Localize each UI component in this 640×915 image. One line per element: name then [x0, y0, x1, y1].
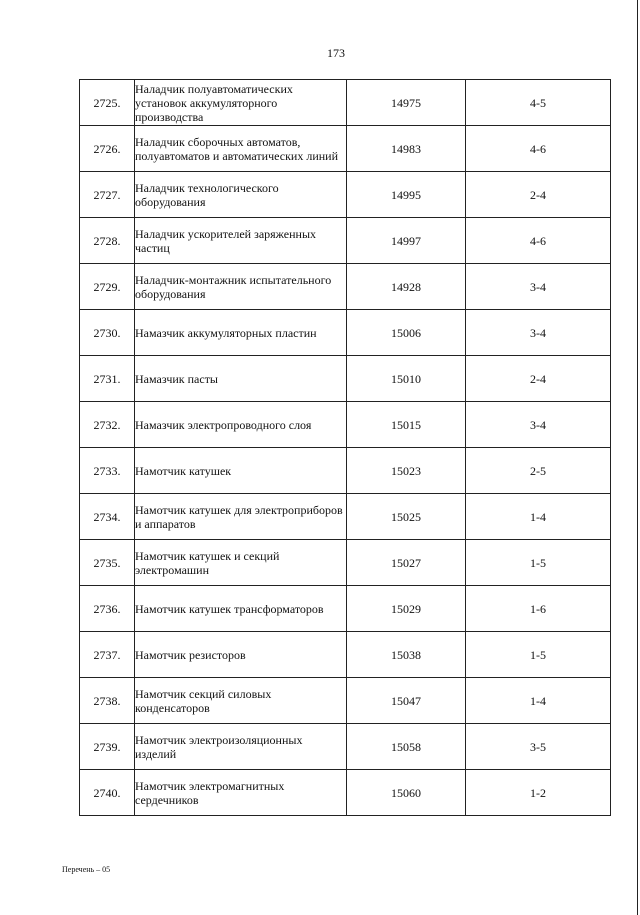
table-row — [80, 402, 611, 448]
row-number-cell: 2739. — [80, 724, 135, 770]
row-number-cell: 2734. — [80, 494, 135, 540]
table-row — [80, 632, 611, 678]
row-number-cell: 2730. — [80, 310, 135, 356]
table-row — [80, 770, 611, 816]
profession-code-cell: 15029 — [347, 586, 466, 632]
table-row — [80, 172, 611, 218]
table-row — [80, 586, 611, 632]
profession-name-cell: Намотчик электроизоляционных изделий — [135, 724, 347, 770]
grade-range-cell: 1-5 — [466, 540, 611, 586]
profession-name-cell: Наладчик ускорителей заряженных частиц — [135, 218, 347, 264]
row-number-cell: 2725. — [80, 80, 135, 126]
table-body — [80, 80, 611, 816]
table-row — [80, 724, 611, 770]
row-number-cell: 2735. — [80, 540, 135, 586]
row-number-cell: 2733. — [80, 448, 135, 494]
grade-range-cell: 1-4 — [466, 494, 611, 540]
grade-range-cell: 4-6 — [466, 218, 611, 264]
table-row — [80, 494, 611, 540]
profession-code-cell: 15010 — [347, 356, 466, 402]
profession-code-cell: 15038 — [347, 632, 466, 678]
row-number-cell: 2726. — [80, 126, 135, 172]
grade-range-cell: 4-5 — [466, 80, 611, 126]
row-number-cell: 2728. — [80, 218, 135, 264]
profession-name-cell: Намотчик секций силовых конденсаторов — [135, 678, 347, 724]
row-number-cell: 2737. — [80, 632, 135, 678]
table-row — [80, 126, 611, 172]
profession-code-cell: 14975 — [347, 80, 466, 126]
profession-name-cell: Намотчик катушек для электроприборов и аппаратов — [135, 494, 347, 540]
grade-range-cell: 2-5 — [466, 448, 611, 494]
profession-name-cell: Намотчик катушек и секций электромашин — [135, 540, 347, 586]
profession-code-cell: 15006 — [347, 310, 466, 356]
profession-name-cell: Наладчик технологического оборудования — [135, 172, 347, 218]
row-number-cell: 2738. — [80, 678, 135, 724]
professions-table — [79, 79, 611, 816]
profession-name-cell: Наладчик сборочных автоматов, полуавтоматов и автоматических линий — [135, 126, 347, 172]
profession-code-cell: 15023 — [347, 448, 466, 494]
profession-code-cell: 15058 — [347, 724, 466, 770]
grade-range-cell: 1-4 — [466, 678, 611, 724]
profession-code-cell: 14983 — [347, 126, 466, 172]
grade-range-cell: 1-2 — [466, 770, 611, 816]
table-row — [80, 310, 611, 356]
profession-name-cell: Намазчик пасты — [135, 356, 347, 402]
profession-name-cell: Наладчик-монтажник испытательного оборудования — [135, 264, 347, 310]
profession-code-cell: 14995 — [347, 172, 466, 218]
profession-code-cell: 15025 — [347, 494, 466, 540]
row-number-cell: 2731. — [80, 356, 135, 402]
table-row — [80, 678, 611, 724]
page-footer: Перечень – 05 — [62, 865, 111, 874]
profession-name-cell: Наладчик полуавтоматических установок аккумуляторного производства — [135, 80, 347, 126]
grade-range-cell: 2-4 — [466, 356, 611, 402]
row-number-cell: 2727. — [80, 172, 135, 218]
grade-range-cell: 2-4 — [466, 172, 611, 218]
grade-range-cell: 1-5 — [466, 632, 611, 678]
profession-code-cell: 14928 — [347, 264, 466, 310]
table-row — [80, 448, 611, 494]
grade-range-cell: 1-6 — [466, 586, 611, 632]
page-edge-line — [637, 0, 638, 915]
grade-range-cell: 3-4 — [466, 310, 611, 356]
profession-code-cell: 15027 — [347, 540, 466, 586]
profession-code-cell: 15060 — [347, 770, 466, 816]
grade-range-cell: 3-5 — [466, 724, 611, 770]
row-number-cell: 2732. — [80, 402, 135, 448]
table-row — [80, 356, 611, 402]
page-number: 173 — [327, 46, 345, 60]
grade-range-cell: 3-4 — [466, 402, 611, 448]
table-row — [80, 218, 611, 264]
row-number-cell: 2736. — [80, 586, 135, 632]
profession-code-cell: 14997 — [347, 218, 466, 264]
profession-code-cell: 15047 — [347, 678, 466, 724]
profession-name-cell: Намазчик аккумуляторных пластин — [135, 310, 347, 356]
row-number-cell: 2740. — [80, 770, 135, 816]
profession-name-cell: Намотчик катушек — [135, 448, 347, 494]
grade-range-cell: 3-4 — [466, 264, 611, 310]
profession-name-cell: Намотчик катушек трансформаторов — [135, 586, 347, 632]
profession-name-cell: Намотчик резисторов — [135, 632, 347, 678]
profession-name-cell: Намазчик электропроводного слоя — [135, 402, 347, 448]
profession-name-cell: Намотчик электромагнитных сердечников — [135, 770, 347, 816]
grade-range-cell: 4-6 — [466, 126, 611, 172]
table-row — [80, 80, 611, 126]
table-row — [80, 540, 611, 586]
table-row — [80, 264, 611, 310]
row-number-cell: 2729. — [80, 264, 135, 310]
profession-code-cell: 15015 — [347, 402, 466, 448]
